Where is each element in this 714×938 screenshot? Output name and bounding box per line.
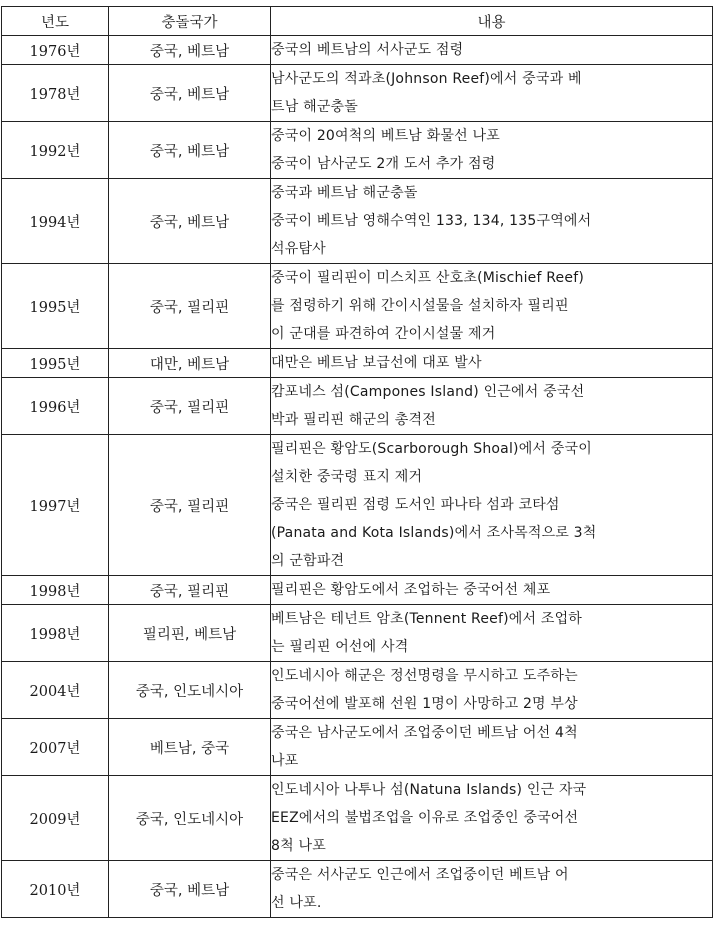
content-line: 인도네시아 나투나 섬(Natuna Islands) 인근 자국: [271, 782, 587, 798]
year-cell: 1994년: [2, 179, 109, 264]
content-line: 중국은 남사군도에서 조업중이던 베트남 어선 4척: [271, 725, 578, 741]
content-line: 중국어선에 발포해 선원 1명이 사망하고 2명 부상: [271, 696, 578, 712]
year-cell: 2010년: [2, 861, 109, 918]
content-line: 트남 해군충돌: [271, 99, 358, 115]
year-cell: 1976년: [2, 36, 109, 65]
country-cell: 중국, 인도네시아: [109, 776, 271, 861]
content-line: 중국이 베트남 영해수역인 133, 134, 135구역에서: [271, 213, 592, 229]
year-cell: 1995년: [2, 264, 109, 349]
conflict-table: [1, 6, 713, 918]
content-cell: [271, 435, 713, 576]
content-line: EEZ에서의 불법조업을 이유로 조업중인 중국어선: [271, 810, 579, 826]
content-cell: [271, 264, 713, 349]
content-line: 대만은 베트남 보급선에 대포 발사: [271, 355, 482, 371]
table-row: [2, 435, 713, 576]
header-content: 내용: [271, 7, 713, 36]
year-cell: 1992년: [2, 122, 109, 179]
year-cell: 2004년: [2, 662, 109, 719]
table-row: [2, 776, 713, 861]
content-line: 이 군대를 파견하여 간이시설물 제거: [271, 326, 496, 342]
year-cell: 1996년: [2, 378, 109, 435]
country-cell: 베트남, 중국: [109, 719, 271, 776]
table-row: [2, 65, 713, 122]
table-row: [2, 264, 713, 349]
content-line: 베트남은 테넌트 암초(Tennent Reef)에서 조업하: [271, 611, 583, 627]
table-row: [2, 576, 713, 605]
content-line: 중국이 필리핀이 미스치프 산호초(Mischief Reef): [271, 270, 584, 286]
content-line: 캄포네스 섬(Campones Island) 인근에서 중국선: [271, 384, 585, 400]
content-line: 필리핀은 황암도(Scarborough Shoal)에서 중국이: [271, 441, 592, 457]
content-line: (Panata and Kota Islands)에서 조사목적으로 3척: [271, 525, 597, 541]
table-row: [2, 349, 713, 378]
country-cell: 중국, 베트남: [109, 65, 271, 122]
year-cell: 2009년: [2, 776, 109, 861]
table-row: [2, 861, 713, 918]
table-row: [2, 662, 713, 719]
content-cell: [271, 861, 713, 918]
content-cell: [271, 378, 713, 435]
content-cell: [271, 719, 713, 776]
content-line: 를 점령하기 위해 간이시설물을 설치하자 필리핀: [271, 298, 569, 314]
country-cell: 중국, 인도네시아: [109, 662, 271, 719]
table-row: [2, 179, 713, 264]
table-row: [2, 378, 713, 435]
country-cell: 중국, 베트남: [109, 179, 271, 264]
content-line: 중국은 필리핀 점령 도서인 파나타 섬과 코타섬: [271, 497, 560, 513]
year-cell: 1995년: [2, 349, 109, 378]
content-line: 나포: [271, 753, 299, 769]
content-line: 중국은 서사군도 인근에서 조업중이던 베트남 어: [271, 867, 569, 883]
header-row: [2, 7, 713, 36]
table-row: [2, 719, 713, 776]
content-line: 필리핀은 황암도에서 조업하는 중국어선 체포: [271, 582, 551, 598]
country-cell: 중국, 베트남: [109, 36, 271, 65]
content-line: 중국과 베트남 해군충돌: [271, 185, 418, 201]
content-line: 중국이 20여척의 베트남 화물선 나포: [271, 128, 500, 144]
content-line: 설치한 중국령 표지 제거: [271, 469, 423, 485]
content-cell: [271, 776, 713, 861]
content-cell: [271, 65, 713, 122]
content-line: 석유탐사: [271, 241, 326, 257]
content-cell: [271, 605, 713, 662]
country-cell: 중국, 필리핀: [109, 378, 271, 435]
header-country: 충돌국가: [109, 7, 271, 36]
country-cell: 필리핀, 베트남: [109, 605, 271, 662]
content-line: 의 군함파견: [271, 553, 345, 569]
content-cell: [271, 662, 713, 719]
table-row: [2, 605, 713, 662]
content-line: 중국이 남사군도 2개 도서 추가 점령: [271, 156, 496, 172]
year-cell: 1998년: [2, 605, 109, 662]
content-cell: [271, 179, 713, 264]
year-cell: 1997년: [2, 435, 109, 576]
content-cell: [271, 349, 713, 378]
content-line: 박과 필리핀 해군의 총격전: [271, 412, 436, 428]
content-line: 8척 나포: [271, 838, 326, 854]
content-line: 인도네시아 해군은 정선명령을 무시하고 도주하는: [271, 668, 578, 684]
year-cell: 2007년: [2, 719, 109, 776]
country-cell: 중국, 필리핀: [109, 264, 271, 349]
content-line: 선 나포.: [271, 895, 322, 911]
content-cell: [271, 36, 713, 65]
country-cell: 중국, 베트남: [109, 861, 271, 918]
content-cell: [271, 576, 713, 605]
year-cell: 1978년: [2, 65, 109, 122]
header-year: 년도: [2, 7, 109, 36]
content-cell: [271, 122, 713, 179]
country-cell: 중국, 베트남: [109, 122, 271, 179]
country-cell: 대만, 베트남: [109, 349, 271, 378]
country-cell: 중국, 필리핀: [109, 435, 271, 576]
content-line: 남사군도의 적과초(Johnson Reef)에서 중국과 베: [271, 71, 582, 87]
year-cell: 1998년: [2, 576, 109, 605]
content-line: 는 필리핀 어선에 사격: [271, 639, 409, 655]
content-line: 중국의 베트남의 서사군도 점령: [271, 42, 464, 58]
table-row: [2, 122, 713, 179]
table-row: [2, 36, 713, 65]
country-cell: 중국, 필리핀: [109, 576, 271, 605]
